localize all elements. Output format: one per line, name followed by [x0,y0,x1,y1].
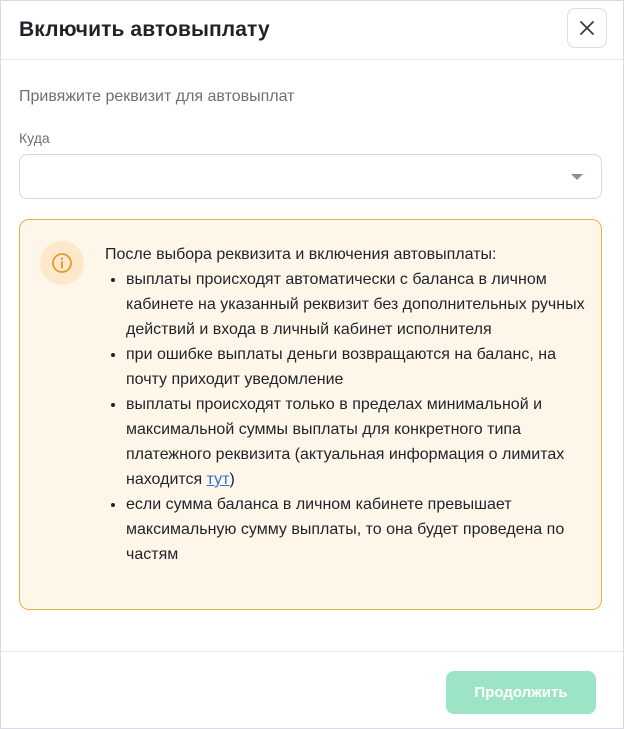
close-icon [580,21,594,35]
limits-link[interactable]: тут [206,471,230,488]
notice-text [105,242,595,567]
notice-list [105,267,595,567]
modal-header [1,1,623,60]
notice-item [126,267,595,342]
notice-item-text: при ошибке выплаты деньги возвращаются на баланс, на почту приходит уведомление [126,346,556,388]
chevron-down-icon [571,174,583,180]
notice-intro: После выбора реквизита и включения автовыплаты: [105,246,497,263]
notice-item-text: выплаты происходят автоматически с баланса в личном кабинете на указанный реквизит без дополнительных ручных действий и входа в личный кабинет исполнителя [126,271,585,338]
destination-select[interactable] [19,154,602,199]
close-button[interactable] [567,8,607,48]
info-notice [19,219,602,610]
notice-item-suffix: ) [229,471,235,488]
notice-item-text: выплаты происходят только в пределах минимальной и максимальной суммы выплаты для конкретного типа платежного реквизита (актуальная информация о лимитах находится [126,396,565,488]
form-subtitle: Привяжите реквизит для автовыплат [19,88,295,105]
notice-item [126,392,595,492]
destination-label: Куда [19,130,50,146]
notice-item [126,342,595,392]
info-icon [40,241,84,285]
modal-title: Включить автовыплату [19,18,270,41]
continue-button[interactable]: Продолжить [446,671,596,714]
notice-item-text: если сумма баланса в личном кабинете превышает максимальную сумму выплаты, то она будет проведена по частям [126,496,565,563]
notice-item [126,492,595,567]
modal-footer [1,651,623,729]
